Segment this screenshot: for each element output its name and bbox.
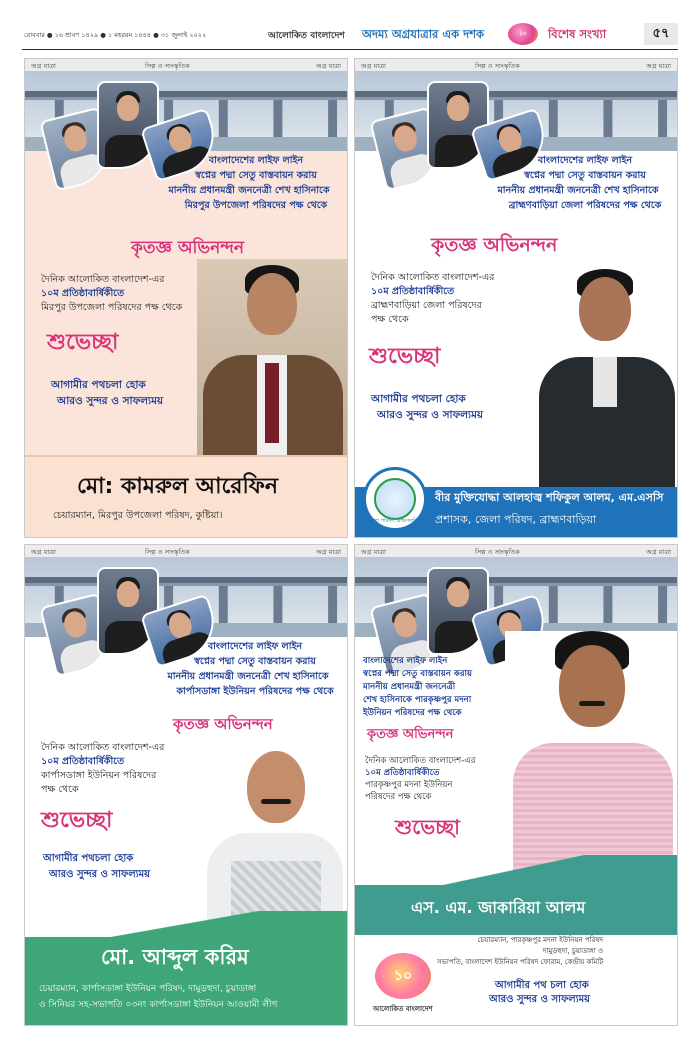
designation-line: দামুড়হুদা, চুয়াডাঙ্গা ও [542,947,604,955]
newspaper-name: আলোকিত বাংলাদেশ [268,31,345,41]
wish-line: আগামীর পথ চলা হোক [495,980,589,991]
sub-line: পক্ষ থেকে [41,784,79,795]
wish-line: আগামীর পথচলা হোক [371,393,466,405]
wish-line: আগামীর পথচলা হোক [51,379,146,391]
special-issue-label: বিশেষ সংখ্যা [548,27,607,41]
message-line: ইউনিয়ন পরিষদের পক্ষ থেকে [363,708,462,718]
message-line: বাংলাদেশের লাইফ লাইন [537,155,633,166]
strip-center-text: সিল্প ও সাংস্কৃতিক [145,62,190,70]
message-lines [165,639,345,699]
future-wish [371,391,483,423]
designation-line: ও সিনিয়র সহ-সভাপতি ০৩নং কার্পাসডাঙ্গা ইউনিয়ন আওয়ামী লীগ [39,1000,278,1010]
chairman-portrait [197,259,347,455]
chairman-portrait [505,631,678,893]
sub-line: পরিষদের পক্ষ থেকে [365,792,432,802]
strip-center-text: সিল্প ও সাংস্কৃতিক [475,548,520,556]
band-diagonal [355,855,677,887]
anniversary-wish-lines [41,273,182,315]
strip-center-text: সিল্প ও সাংস্কৃতিক [475,62,520,70]
person-designation [39,981,277,1013]
sub-line: দৈনিক আলোকিত বাংলাদেশ-এর [41,274,165,285]
message-line: স্বপ্নের পদ্মা সেতু বাস্তবায়ন করায় [195,170,317,181]
district-council-seal-icon [363,467,427,531]
header-divider [22,49,678,51]
message-lines [495,153,675,213]
sub-line: ১০ম প্রতিষ্ঠাবার্ষিকীতে [371,286,455,297]
administrator-portrait [535,265,678,487]
wish-line: আরও সুন্দর ও সাফল্যময় [49,869,151,880]
strip-center-text: সিল্প ও সাংস্কৃতিক [145,548,190,556]
gratitude-heading: কৃতজ্ঞ অভিনন্দন [173,715,273,733]
greetings-heading: শুভেচ্ছা [369,344,441,369]
greetings-heading: শুভেচ্ছা [41,808,113,833]
strip-right-text: অগ্র যাত্রা [646,62,671,70]
header-tagline: অদম্য অগ্রযাত্রার এক দশক [362,27,485,41]
message-line: মাননীয় প্রধানমন্ত্রী জননেত্রী শেখ হাসিনাকে [168,185,330,196]
sub-line: দৈনিক আলোকিত বাংলাদেশ-এর [41,742,165,753]
ad-top-strip [25,545,347,557]
person-name: মো: কামরুল আরেফিন [77,474,279,499]
ad-top-strip [355,59,677,71]
message-line: বাংলাদেশের লাইফ লাইন [208,155,304,166]
page-header [22,22,678,48]
anniversary-wish-lines [41,741,164,797]
message-line: কার্পাসডাঙ্গা ইউনিয়ন পরিষদের পক্ষ থেকে [176,686,334,697]
wish-line: আরও সুন্দর ও সাফল্যময় [57,395,164,407]
message-line: শেখ হাসিনাকে পারকৃষ্ণপুর মদনা [363,695,472,705]
greetings-heading: শুভেচ্ছা [47,330,119,355]
anniversary-logo-text: ১০ [519,30,527,37]
greetings-heading: শুভেচ্ছা [395,815,460,839]
newspaper-brand: আলোকিত বাংলাদেশ [373,1005,433,1013]
sub-line: মিরপুর উপজেলা পরিষদের পক্ষ থেকে [41,302,183,313]
sub-line: ব্রাহ্মণবাড়িয়া জেলা পরিষদের [371,300,482,311]
person-designation: প্রশাসক, জেলা পরিষদ, ব্রাহ্মণবাড়িয়া [435,513,597,526]
sub-line: দৈনিক আলোকিত বাংলাদেশ-এর [371,272,495,283]
message-line: মাননীয় প্রধানমন্ত্রী জননেত্রী শেখ হাসিনাকে [497,185,659,196]
person-name: বীর মুক্তিযোদ্ধা আলহাজ্ব শফিকুল আলম, এম.এসসি [435,491,664,504]
future-wish [43,851,150,883]
message-line: ব্রাহ্মণবাড়িয়া জেলা পরিষদের পক্ষ থেকে [508,200,662,211]
strip-left-text: অগ্র যাত্রা [31,548,56,556]
person-designation [437,935,604,968]
message-line: মিরপুর উপজেলা পরিষদের পক্ষ থেকে [184,200,328,211]
anniversary-wish-lines [365,755,475,803]
wish-line: আগামীর পথচলা হোক [43,853,134,864]
gratitude-heading: কৃতজ্ঞ অভিনন্দন [367,727,454,742]
strip-left-text: অগ্র যাত্রা [31,62,56,70]
message-line: স্বপ্নের পদ্মা সেতু বাস্তবায়ন করায় [194,656,316,667]
designation-line: চেয়ারম্যান, পারকৃষ্ণপুর মদনা ইউনিয়ন পরিষদ [477,936,604,944]
gratitude-heading: কৃতজ্ঞ অভিনন্দন [131,238,245,258]
sub-line: পারকৃষ্ণপুর মদনা ইউনিয়ন [365,780,453,790]
message-line: মাননীয় প্রধানমন্ত্রী জননেত্রী শেখ হাসিনাকে [167,671,329,682]
designation-line: চেয়ারম্যান, কার্পাসডাঙ্গা ইউনিয়ন পরিষদ, দামুড়হুদা, চুয়াডাঙ্গা [39,984,257,994]
advert-panel-mirpur [24,58,348,538]
sub-line: ১০ম প্রতিষ্ঠাবার্ষিকীতে [41,288,125,299]
page-number: ৫৭ [644,23,678,45]
strip-right-text: অগ্র যাত্রা [316,548,341,556]
seal-text: জেলা পরিষদ, ব্রাহ্মণবাড়িয়া [367,518,423,524]
anniversary-logo-icon [375,953,431,999]
issue-date: রোববার ● ১৬ শ্রাবণ ১৪২৯ ● ১ মহররম ১৪৪৪ ● ৩১ জুলাই ২০২২ [24,31,207,39]
person-designation: চেয়ারম্যান, মিরপুর উপজেলা পরিষদ, কুষ্টিয়া। [53,510,223,521]
person-name: এস. এম. জাকারিয়া আলম [411,898,586,917]
advert-panel-brahmanbaria [354,58,678,538]
strip-right-text: অগ্র যাত্রা [316,62,341,70]
gratitude-heading: কৃতজ্ঞ অভিনন্দন [431,234,558,256]
sub-line: পক্ষ থেকে [371,314,409,325]
message-lines [167,153,345,213]
message-line: বাংলাদেশের লাইফ লাইন [363,656,448,666]
anniversary-logo-text: ১০ [393,968,413,984]
designation-line: সভাপতি, বাংলাদেশ ইউনিয়ন পরিষদ ফোরাম, কেন্দ্রীয় কমিটি [437,958,604,966]
strip-left-text: অগ্র যাত্রা [361,548,386,556]
strip-left-text: অগ্র যাত্রা [361,62,386,70]
strip-right-text: অগ্র যাত্রা [646,548,671,556]
advert-panel-karpasdanga [24,544,348,1026]
wish-line: আরও সুন্দর ও সাফল্যময় [489,994,591,1005]
message-line: স্বপ্নের পদ্মা সেতু বাস্তবায়ন করায় [524,170,646,181]
future-wish [489,979,591,1007]
sub-line: ১০ম প্রতিষ্ঠাবার্ষিকীতে [41,756,125,767]
ad-top-strip [355,545,677,557]
wish-line: আরও সুন্দর ও সাফল্যময় [377,409,484,421]
message-line: স্বপ্নের পদ্মা সেতু বাস্তবায়ন করায় [363,669,472,679]
chairman-portrait [201,741,348,921]
person-name: মো. আব্দুল করিম [101,945,249,969]
message-line: মাননীয় প্রধানমন্ত্রী জননেত্রী [363,682,456,692]
sub-line: ১০ম প্রতিষ্ঠাবার্ষিকীতে [365,768,440,778]
ad-top-strip [25,59,347,71]
sub-line: দৈনিক আলোকিত বাংলাদেশ-এর [365,756,476,766]
band-diagonal [25,911,347,939]
advert-panel-parkrishnapur [354,544,678,1026]
future-wish [51,377,163,409]
message-line: বাংলাদেশের লাইফ লাইন [207,641,303,652]
message-lines [363,655,513,720]
anniversary-logo-icon [508,23,538,45]
anniversary-wish-lines [371,271,494,327]
sub-line: কার্পাসডাঙ্গা ইউনিয়ন পরিষদের [41,770,157,781]
